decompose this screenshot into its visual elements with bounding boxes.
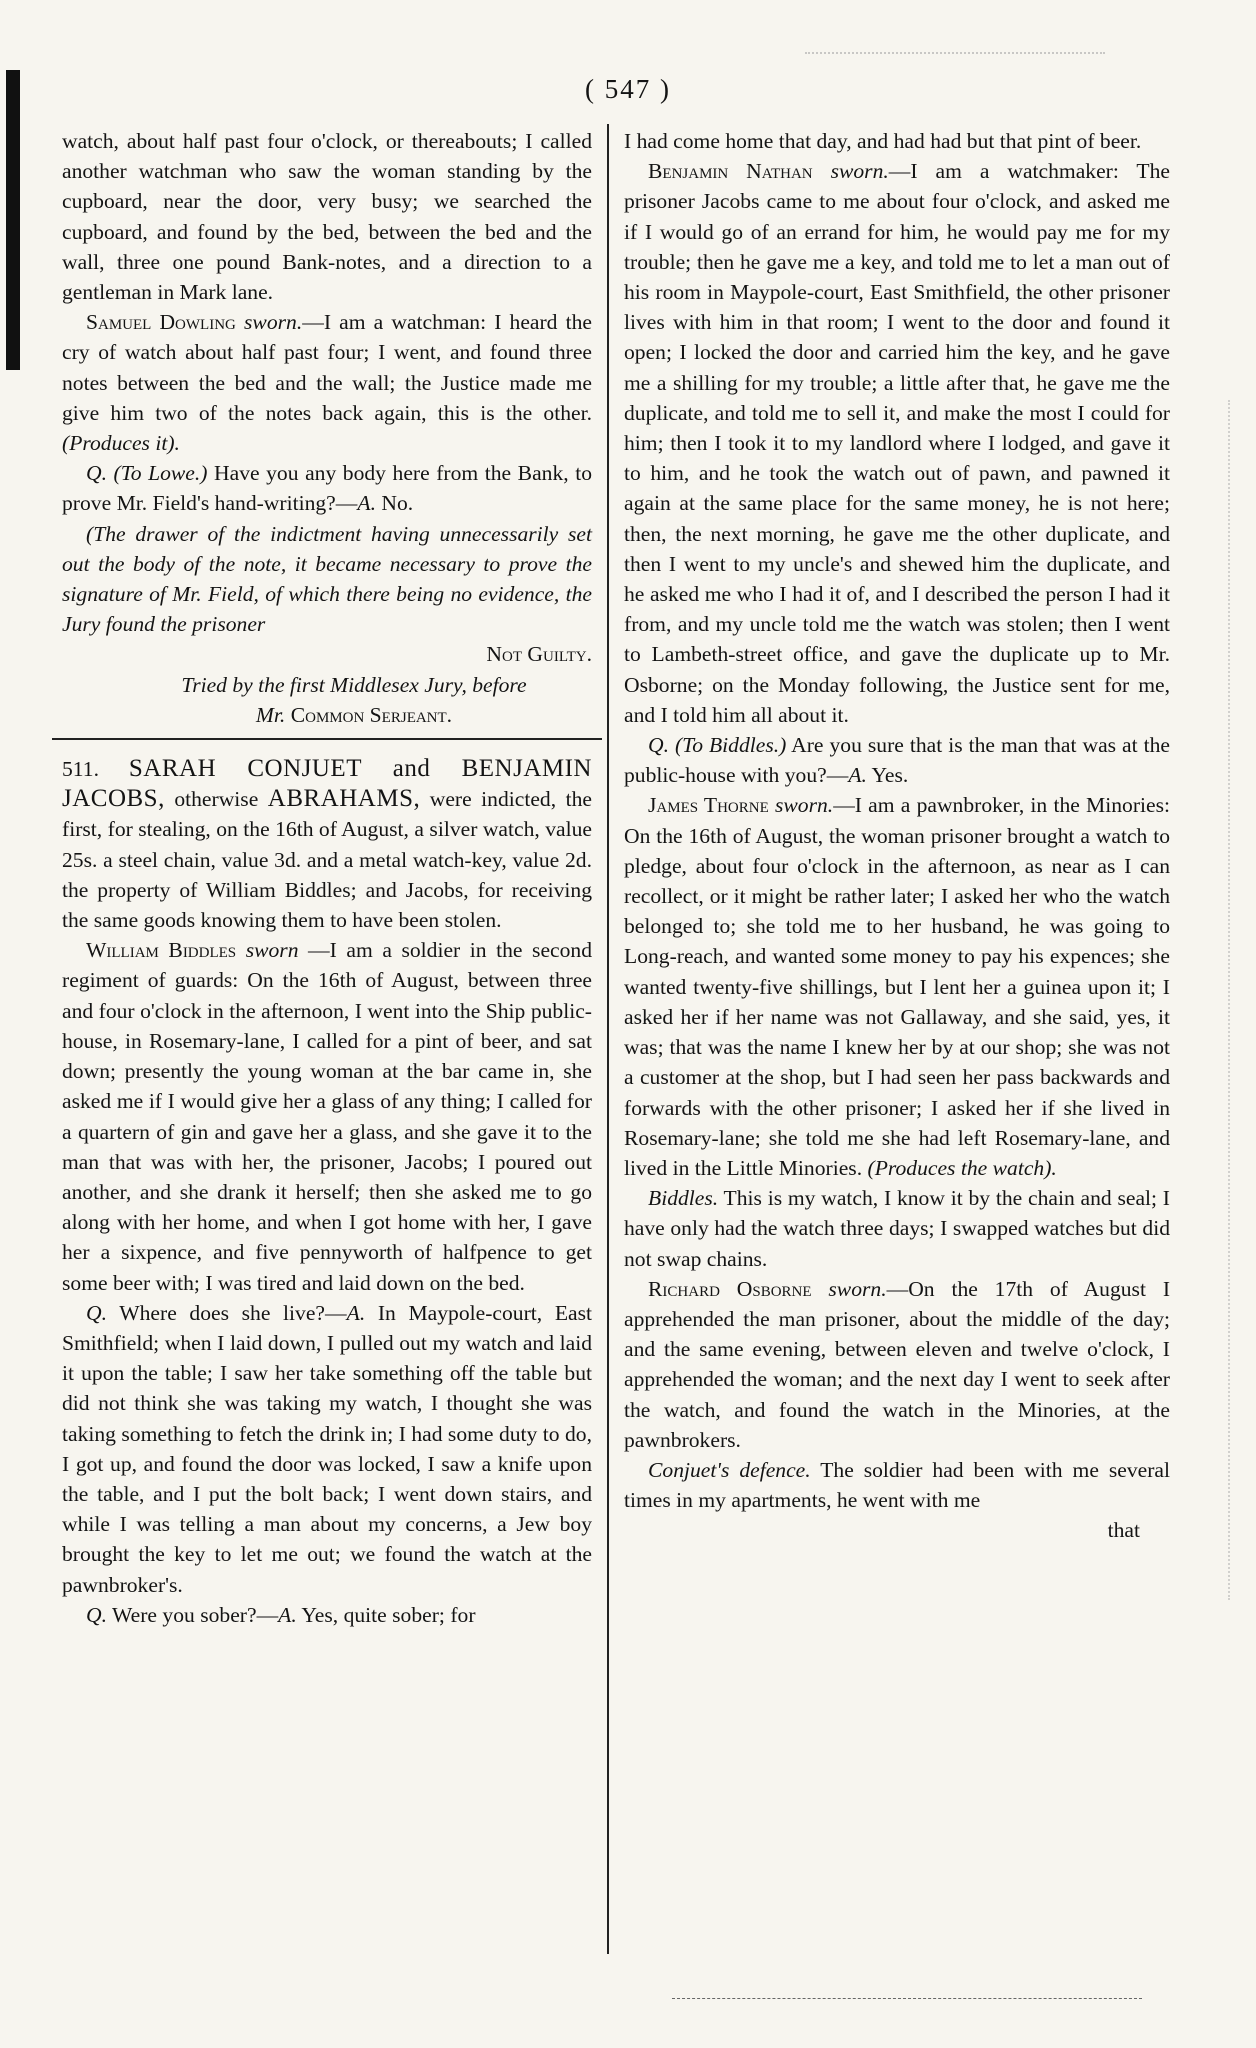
paragraph <box>624 156 1170 730</box>
sworn-label: sworn. <box>774 793 834 818</box>
tried-judge: Common Serjeant. <box>290 702 453 727</box>
paragraph <box>624 1274 1170 1455</box>
scan-mark-right <box>1228 400 1234 1600</box>
testimony-text: —On the 17th of August I apprehended the man prisoner, about the middle of the day; and the same evening, between eleven and twelve o'clock, I apprehended the woman; and the next day I went to seek after the watch, and found the watch in the Minories, at the pawnbrokers. <box>624 1276 1171 1452</box>
question-marker: Q. <box>86 1602 107 1627</box>
paragraph <box>62 458 592 518</box>
speaker-name: Samuel Dowling <box>86 310 236 335</box>
question-text: Were you sober?— <box>107 1602 279 1627</box>
speaker-name: Benjamin Nathan <box>648 159 813 184</box>
answer-text: No. <box>375 491 414 516</box>
case-alias: ABRAHAMS, <box>267 785 421 813</box>
answer-marker: A. <box>848 763 867 788</box>
column-divider <box>607 124 609 1954</box>
paragraph <box>624 1455 1170 1515</box>
case-defendants: SARAH CONJUET and BENJAMIN JACOBS, <box>62 755 592 813</box>
question-marker: Q. <box>86 1300 107 1325</box>
question-text: Are you sure that is the man that was at the public-house with you?— <box>624 733 1170 788</box>
testimony-text: —I am a watchman: I heard the cry of watch about half past four; I went, and found three notes between the bed and the wall; the Justice made me give him two of the notes back again, this is the other. <box>62 310 592 425</box>
paragraph <box>624 790 1170 1183</box>
paragraph <box>62 935 592 1297</box>
question-text: Where does she live?— <box>107 1300 347 1325</box>
sworn-label: sworn. <box>244 310 303 335</box>
question-text: Have you any body here from the Bank, to prove Mr. Field's hand-writing?— <box>62 461 592 516</box>
answer-text: Yes, quite sober; for <box>296 1602 476 1627</box>
case-alias-prefix: otherwise <box>164 787 268 812</box>
paragraph <box>62 1600 592 1630</box>
tried-mr: Mr. <box>255 702 286 727</box>
bottom-rule <box>672 1998 1142 1999</box>
case-indictment: were indicted, the first, for stealing, on the 16th of August, a silver watch, value 25s. a steel chain, value 3d. and a metal watch-key, value 2d. the property of William Biddles; and Jacobs, for receiving the same goods knowing them to have been stolen. <box>62 787 592 933</box>
tried-line-1: Tried by the first Middlesex Jury, before <box>181 672 527 697</box>
left-margin-rule <box>6 70 20 370</box>
answer-marker: A. <box>357 491 376 516</box>
paragraph <box>624 1183 1170 1274</box>
catchword: that <box>1107 1518 1140 1543</box>
left-column <box>62 126 592 1630</box>
speaker-name: James Thorne <box>648 793 769 818</box>
case-divider <box>52 738 602 740</box>
paragraph: watch, about half past four o'clock, or thereabouts; I called another watchman who saw the woman standing by the cupboard, near the door, very busy; we searched the cupboard, and found by the bed, between the bed and the wall, three one pound Bank-notes, and a direction to a gentleman in Mark lane. <box>62 129 592 305</box>
testimony-text: This is my watch, I know it by the chain and seal; I have only had the watch three days; I swapped watches but did not swap chains. <box>624 1186 1170 1271</box>
paragraph: I had come home that day, and had had but that pint of beer. <box>624 129 1142 153</box>
speaker-name: Conjuet's defence. <box>648 1457 811 1482</box>
editorial-note: (The drawer of the indictment having unnecessarily set out the body of the note, it became necessary to prove the signature of Mr. Field, of which there being no evidence, the Jury found the prisoner <box>62 521 592 637</box>
paragraph <box>624 730 1170 790</box>
page-number: ( 547 ) <box>585 74 671 104</box>
tried-line-2 <box>62 700 592 730</box>
answer-text: Yes. <box>866 763 909 788</box>
paragraph <box>62 1298 592 1600</box>
stage-note: (Produces it). <box>62 431 180 456</box>
sworn-label: sworn. <box>828 1276 887 1301</box>
verdict: Not Guilty. <box>486 642 592 667</box>
scan-mark-top <box>805 52 1105 57</box>
answer-marker: A. <box>278 1602 297 1627</box>
sworn-label: sworn. <box>830 159 889 184</box>
sworn-label: sworn <box>245 938 299 963</box>
right-column <box>624 126 1170 1546</box>
answer-text: In Maypole-court, East Smithfield; when I laid down, I pulled out my watch and laid it upon the table; I saw her take something off the table but did not think she was taking my watch, I thought she was taking something to fetch the drink in; I had some duty to do, I got up, and found the door was locked, I saw a knife upon the table, and I put the bolt back; I went down stairs, and while I was telling a man about my concerns, a Jew boy brought the key to let me out; we found the watch at the pawnbroker's. <box>62 1300 593 1597</box>
speaker-name: Biddles. <box>648 1186 719 1211</box>
testimony-text: —I am a soldier in the second regiment of guards: On the 16th of August, between three and four o'clock in the afternoon, I went into the Ship public-house, in Rosemary-lane, I called for a pint of beer, and sat down; presently the young woman at the bar came in, she asked me if I would give her a glass of any thing; I called for a quartern of gin and gave her a glass, and she gave it to the man that was with her, the prisoner, Jacobs; I poured out another, and she drank it herself; then she asked me to go along with her home, and when I got home with her, I gave her a sixpence, and five pennyworth of halfpence to get some beer with; I was tired and laid down on the bed. <box>62 938 592 1295</box>
testimony-text: —I am a pawnbroker, in the Minories: On the 16th of August, the woman prisoner brought a watch to pledge, about four o'clock in the afternoon, as near as I can recollect, or it might be rather later; I asked her who the watch belonged to; she told me to her husband, he was going to Long-reach, and wanted some money to pay his expences; she wanted twenty-five shillings, but I lent her a guinea upon it; I asked her if her name was not Gallaway, and she said, yes, it was; that was the name I knew her by at our shop; she was not a customer at the shop, but I had seen her pass backwards and forwards with the other prisoner; I asked her if she lived in Rosemary-lane; she told me she had left Rosemary-lane, and lived in the Little Minories. <box>624 793 1171 1180</box>
paragraph <box>62 307 592 458</box>
speaker-name: Richard Osborne <box>648 1276 812 1301</box>
answer-marker: A. <box>346 1300 366 1325</box>
stage-note: (Produces the watch). <box>867 1155 1057 1180</box>
case-heading <box>62 754 592 935</box>
case-number: 511. <box>62 757 99 782</box>
testimony-text: —I am a watchmaker: The prisoner Jacobs came to me about four o'clock, and asked me if I would go of an errand for him, he would pay me for my trouble; then he gave me a key, and told me to let a man out of his room in Maypole-court, East Smithfield, the other prisoner lives with him in that room; I went to the door and found it open; I locked the door and carried him the key, and he gave me a shilling for my trouble; a little after that, he gave me the duplicate, and told me to sell it, and make the most I could for him; then I took it to my landlord where I lodged, and gave it to him, and he took the watch out of pawn, and pawned it again at the same place for the same money, he is not here; then, the next morning, he gave me the other duplicate, and then I went to my uncle's and shewed him the duplicate, and he asked me who I had it of, and I described the person I had it from, and my uncle told me the watch was stolen; then I went to Lambeth-street office, and gave the duplicate up to Mr. Osborne; on the Monday following, the Justice sent for me, and I told him all about it. <box>624 159 1170 727</box>
testimony-text: The soldier had been with me several times in my apartments, he went with me <box>624 1457 1170 1513</box>
question-marker: Q. (To Biddles.) <box>648 733 787 758</box>
speaker-name: William Biddles <box>86 938 237 963</box>
question-marker: Q. (To Lowe.) <box>86 461 208 486</box>
